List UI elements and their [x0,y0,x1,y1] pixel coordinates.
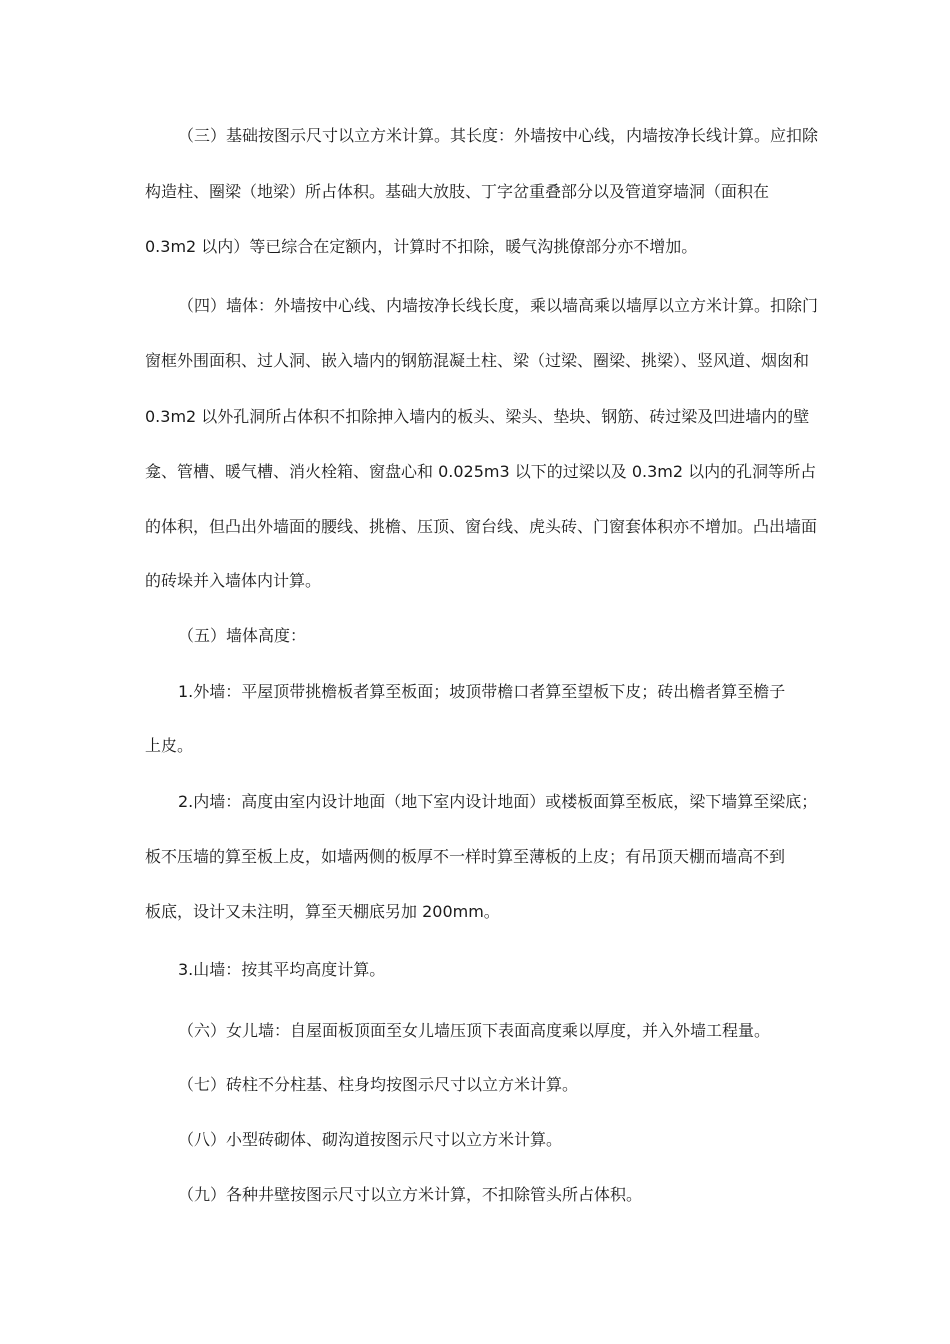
paragraph-4-line-3: 0.3m2 以外孔洞所占体积不扣除抻入墙内的板头、梁头、垫块、钢筋、砖过梁及凹进墙内的壁 [145,407,810,426]
item-1-line-1: 1.外墙：平屋顶带挑檐板者算至板面；坡顶带檐口者算至望板下皮；砖出檐者算至檐子 [178,682,786,701]
item-2-line-3: 板底，设计又未注明，算至天棚底另加 200mm。 [145,902,500,921]
paragraph-5-heading: （五）墙体高度： [178,626,307,645]
paragraph-9: （九）各种井壁按图示尺寸以立方米计算，不扣除管头所占体积。 [178,1185,643,1204]
paragraph-4-line-6: 的砖垛并入墙体内计算。 [145,571,322,590]
paragraph-4-line-4: 龛、管槽、暖气槽、消火栓箱、窗盘心和 0.025m3 以下的过梁以及 0.3m2 以内的孔洞等所占 [145,462,817,481]
item-3-line-1: 3.山墙：按其平均高度计算。 [178,960,386,979]
paragraph-4-line-5: 的体积，但凸出外墙面的腰线、挑檐、压顶、窗台线、虎头砖、门窗套体积亦不增加。凸出墙面 [145,517,818,536]
paragraph-7: （七）砖柱不分柱基、柱身均按图示尺寸以立方米计算。 [178,1075,579,1094]
paragraph-8: （八）小型砖砌体、砌沟道按图示尺寸以立方米计算。 [178,1130,563,1149]
paragraph-3-line-2: 构造柱、圈梁（地梁）所占体积。基础大放肢、丁字岔重叠部分以及管道穿墙洞（面积在 [145,182,770,201]
item-1-line-2: 上皮。 [145,736,194,755]
item-2-line-2: 板不压墙的算至板上皮，如墙两侧的板厚不一样时算至薄板的上皮；有吊顶天棚而墙高不到 [145,847,786,866]
paragraph-6: （六）女儿墙：自屋面板顶面至女儿墙压顶下表面高度乘以厚度，并入外墙工程量。 [178,1021,771,1040]
item-2-line-1: 2.内墙：高度由室内设计地面（地下室内设计地面）或楼板面算至板底，梁下墙算至梁底； [178,792,818,811]
paragraph-4-line-2: 窗框外围面积、过人洞、嵌入墙内的钢筋混凝土柱、梁（过梁、圈梁、挑梁）、竖风道、烟囱和 [145,351,810,370]
paragraph-3-line-1: （三）基础按图示尺寸以立方米计算。其长度：外墙按中心线，内墙按净长线计算。应扣除 [178,126,819,145]
paragraph-3-line-3: 0.3m2 以内）等已综合在定额内，计算时不扣除，暖气沟挑僚部分亦不增加。 [145,237,698,256]
paragraph-4-line-1: （四）墙体：外墙按中心线、内墙按净长线长度，乘以墙高乘以墙厚以立方米计算。扣除门 [178,296,819,315]
